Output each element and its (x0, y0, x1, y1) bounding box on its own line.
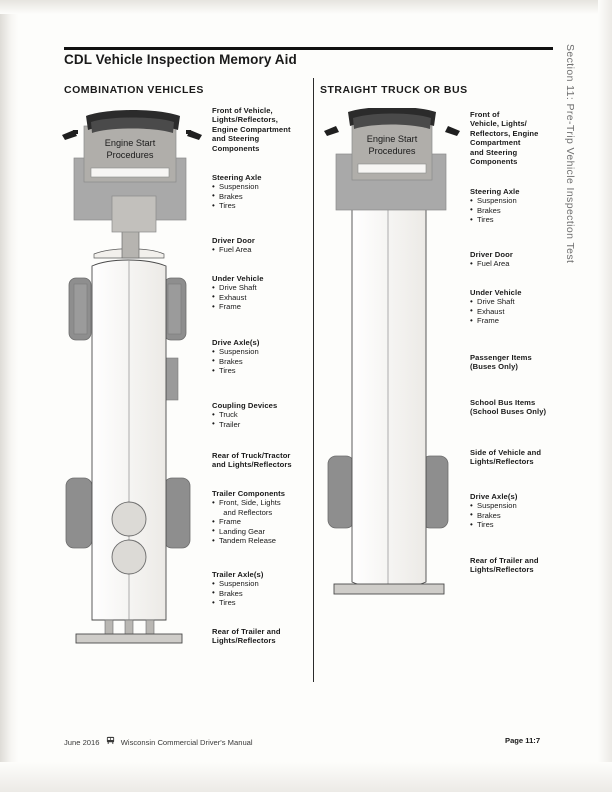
list-item: • Suspension (212, 182, 308, 191)
footer (64, 736, 253, 747)
label-steering-axle-left: Steering Axle • Suspension • Brakes • Tires (212, 173, 308, 211)
engine-start-label-line1: Engine Start (366, 134, 418, 144)
list-item: • Brakes (470, 511, 556, 520)
list-item: • Trailer (212, 420, 308, 429)
scan-edge-top (0, 0, 612, 14)
column-heading-straight: STRAIGHT TRUCK OR BUS (320, 84, 468, 96)
list-item: • Frame (212, 302, 308, 311)
list-item: • Brakes (212, 357, 308, 366)
list-item: • Exhaust (212, 293, 308, 302)
list-item: • Tandem Release (212, 536, 312, 545)
label-school-bus-items-right: School Bus Items (School Buses Only) (470, 398, 547, 417)
page-number: Page 11:7 (505, 736, 541, 745)
label-trailer-components-left: Trailer Components • Front, Side, Lights and Reflectors • Frame • Landing Gear • Tandem Release (212, 489, 312, 545)
list-item: • Frame (470, 316, 556, 325)
list-item: • Fuel Area (470, 259, 556, 268)
list-item: • Tires (470, 215, 556, 224)
list-item: • Drive Shaft (212, 283, 308, 292)
list-item: • Tires (212, 598, 308, 607)
label-rear-of-truck-left: Rear of Truck/Tractor and Lights/Reflectors (212, 451, 292, 470)
list-item: • Drive Shaft (470, 297, 556, 306)
label-passenger-items-right: Passenger Items (Buses Only) (470, 353, 532, 372)
list-item: • Suspension (212, 347, 308, 356)
label-drive-axle-left: Drive Axle(s) • Suspension • Brakes • Tires (212, 338, 308, 376)
list-item: • Front, Side, Lights and Reflectors (212, 498, 312, 517)
list-item: • Tires (212, 201, 308, 210)
label-rear-of-trailer-right: Rear of Trailer and Lights/Reflectors (470, 556, 539, 575)
label-under-vehicle-left: Under Vehicle • Drive Shaft • Exhaust • Frame (212, 274, 308, 312)
label-trailer-axle-left: Trailer Axle(s) • Suspension • Brakes • Tires (212, 570, 308, 608)
list-item: • Suspension (212, 579, 308, 588)
list-item: • Frame (212, 517, 312, 526)
header-rule (64, 47, 553, 50)
label-driver-door-right: Driver Door • Fuel Area (470, 250, 556, 269)
column-heading-combination: COMBINATION VEHICLES (64, 84, 204, 96)
label-front-of-vehicle-left: Front of Vehicle, Lights/Reflectors, Engine Compartment and Steering Components (212, 106, 291, 153)
footer-date: June 2016 (64, 738, 100, 747)
list-item: • Brakes (212, 589, 308, 598)
engine-start-label-line1: Engine Start (104, 138, 156, 148)
list-item: • Tires (212, 366, 308, 375)
list-item: • Suspension (470, 196, 556, 205)
scan-edge-right (598, 0, 612, 792)
label-front-of-vehicle-right: Front of Vehicle, Lights/ Reflectors, Engine Compartment and Steering Components (470, 110, 539, 167)
list-item: • Brakes (470, 206, 556, 215)
label-steering-axle-right: Steering Axle • Suspension • Brakes • Tires (470, 187, 556, 225)
label-rear-of-trailer-left: Rear of Trailer and Lights/Reflectors (212, 627, 281, 646)
list-item: • Fuel Area (212, 245, 308, 254)
list-item: • Exhaust (470, 307, 556, 316)
scan-edge-bottom (0, 762, 612, 792)
list-item: • Suspension (470, 501, 556, 510)
bus-icon (106, 736, 115, 747)
engine-start-label-line2: Procedures (368, 146, 416, 156)
label-coupling-devices-left: Coupling Devices • Truck • Trailer (212, 401, 308, 429)
footer-manual-title: Wisconsin Commercial Driver's Manual (120, 738, 253, 747)
page-title: CDL Vehicle Inspection Memory Aid (64, 52, 297, 67)
label-under-vehicle-right: Under Vehicle • Drive Shaft • Exhaust • Frame (470, 288, 556, 326)
combination-vehicle-diagram (60, 108, 210, 648)
label-drive-axle-right: Drive Axle(s) • Suspension • Brakes • Tires (470, 492, 556, 530)
section-tab: Section 11: Pre-Trip Vehicle Inspection Test (564, 44, 576, 264)
list-item: • Brakes (212, 192, 308, 201)
label-driver-door-left: Driver Door • Fuel Area (212, 236, 308, 255)
column-divider (313, 78, 314, 682)
straight-truck-diagram (322, 108, 462, 628)
label-side-of-vehicle-right: Side of Vehicle and Lights/Reflectors (470, 448, 542, 467)
list-item: • Landing Gear (212, 527, 312, 536)
list-item: • Tires (470, 520, 556, 529)
engine-start-label-line2: Procedures (106, 150, 154, 160)
scan-edge-left (0, 0, 18, 792)
list-item: • Truck (212, 410, 308, 419)
